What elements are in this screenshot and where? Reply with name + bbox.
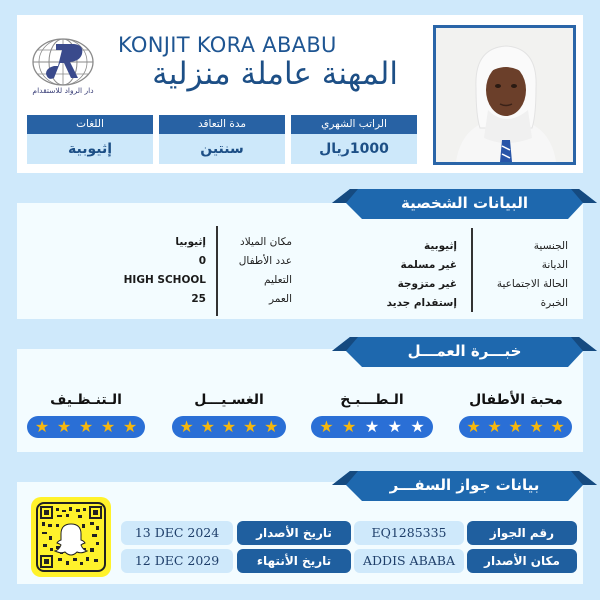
- star-filled-icon: ★: [264, 417, 279, 436]
- star-filled-icon: ★: [342, 417, 357, 436]
- star-filled-icon: ★: [78, 417, 94, 436]
- star-filled-icon: ★: [466, 417, 481, 436]
- info-label: الراتب الشهري: [291, 115, 417, 134]
- section-title: البيانات الشخصية: [400, 194, 529, 212]
- personal-data-banner: [332, 189, 597, 219]
- work-experience-banner: [332, 337, 597, 367]
- logo-caption: دار الرواد للاستقدام: [32, 86, 94, 95]
- star-filled-icon: ★: [100, 417, 116, 436]
- skill-label-cooking: الـطـــبـخ: [340, 392, 404, 408]
- value-children: 0: [198, 255, 206, 267]
- info-label: مدة التعاقد: [159, 115, 285, 134]
- label-children: عدد الأطفال: [238, 255, 292, 267]
- personal-data-panel: [17, 203, 583, 319]
- section-title: خبـــرة العمـــل: [407, 342, 522, 360]
- value-education: HIGH SCHOOL: [123, 274, 206, 286]
- info-label: اللغات: [27, 115, 153, 134]
- value-age: 25: [191, 293, 206, 305]
- label-education: التعليم: [264, 274, 292, 286]
- section-title: بيانات جواز السفـــر: [389, 476, 540, 494]
- skill-label-cleaning: الـتنـظـيف: [50, 392, 122, 408]
- person-photo-icon: [436, 28, 573, 162]
- value-experience: إستقدام جديد: [386, 297, 457, 309]
- star-filled-icon: ★: [487, 417, 502, 436]
- info-box-monthly-salary: [291, 115, 417, 164]
- label-issue-date: تاريخ الأصدار: [237, 521, 351, 545]
- star-filled-icon: ★: [122, 417, 138, 436]
- star-filled-icon: ★: [508, 417, 523, 436]
- star-empty-icon: ★: [364, 417, 380, 436]
- star-filled-icon: ★: [179, 417, 194, 436]
- value-issue-place: ADDIS ABABA: [354, 549, 464, 573]
- job-title: المهنة عاملة منزلية: [152, 56, 398, 92]
- snapchat-qr-code[interactable]: [31, 497, 111, 577]
- star-empty-icon: ★: [410, 417, 425, 436]
- star-filled-icon: ★: [56, 417, 72, 436]
- label-issue-place: مكان الأصدار: [467, 549, 577, 573]
- rating-laundry: [172, 416, 286, 438]
- value-nationality: إثيوبية: [423, 240, 457, 252]
- info-value: 1000ريال: [291, 134, 417, 164]
- star-filled-icon: ★: [550, 417, 565, 436]
- label-expiry-date: تاريخ الأنتهاء: [237, 549, 351, 573]
- rating-childcare: [459, 416, 572, 438]
- candidate-name: KONJIT KORA ABABU: [118, 33, 337, 57]
- star-empty-icon: ★: [387, 417, 402, 436]
- label-age: العمر: [268, 293, 292, 305]
- candidate-photo: [433, 25, 576, 165]
- star-filled-icon: ★: [221, 417, 237, 436]
- column-divider: [471, 228, 473, 312]
- rating-cooking: [311, 416, 433, 438]
- qr-code-icon: [36, 502, 106, 572]
- label-marital-status: الحالة الاجتماعية: [496, 278, 568, 290]
- label-passport-number: رقم الجواز: [467, 521, 577, 545]
- label-nationality: الجنسية: [533, 240, 568, 252]
- rating-cleaning: [27, 416, 145, 438]
- label-experience: الخبرة: [540, 297, 568, 309]
- star-filled-icon: ★: [34, 417, 50, 436]
- value-birthplace: إثيوبيا: [175, 236, 206, 248]
- value-marital-status: غير متزوجة: [397, 278, 457, 290]
- column-divider: [216, 226, 218, 316]
- star-filled-icon: ★: [200, 417, 215, 436]
- info-box-languages: [27, 115, 153, 164]
- value-issue-date: 13 DEC 2024: [121, 521, 233, 545]
- skill-label-childcare: محبة الأطفال: [469, 392, 563, 408]
- label-birthplace: مكان الميلاد: [240, 236, 292, 248]
- passport-banner: [332, 471, 597, 501]
- star-filled-icon: ★: [319, 417, 334, 436]
- star-filled-icon: ★: [529, 417, 544, 436]
- info-box-contract-duration: [159, 115, 285, 164]
- value-religion: غير مسلمة: [400, 259, 457, 271]
- value-expiry-date: 12 DEC 2029: [121, 549, 233, 573]
- label-religion: الديانة: [541, 259, 568, 271]
- star-filled-icon: ★: [242, 417, 258, 436]
- skill-label-laundry: الغسـيـــل: [194, 392, 264, 408]
- info-value: إثيوبية: [27, 134, 153, 164]
- info-value: سنتين: [159, 134, 285, 164]
- value-passport-number: EQ1285335: [354, 521, 464, 545]
